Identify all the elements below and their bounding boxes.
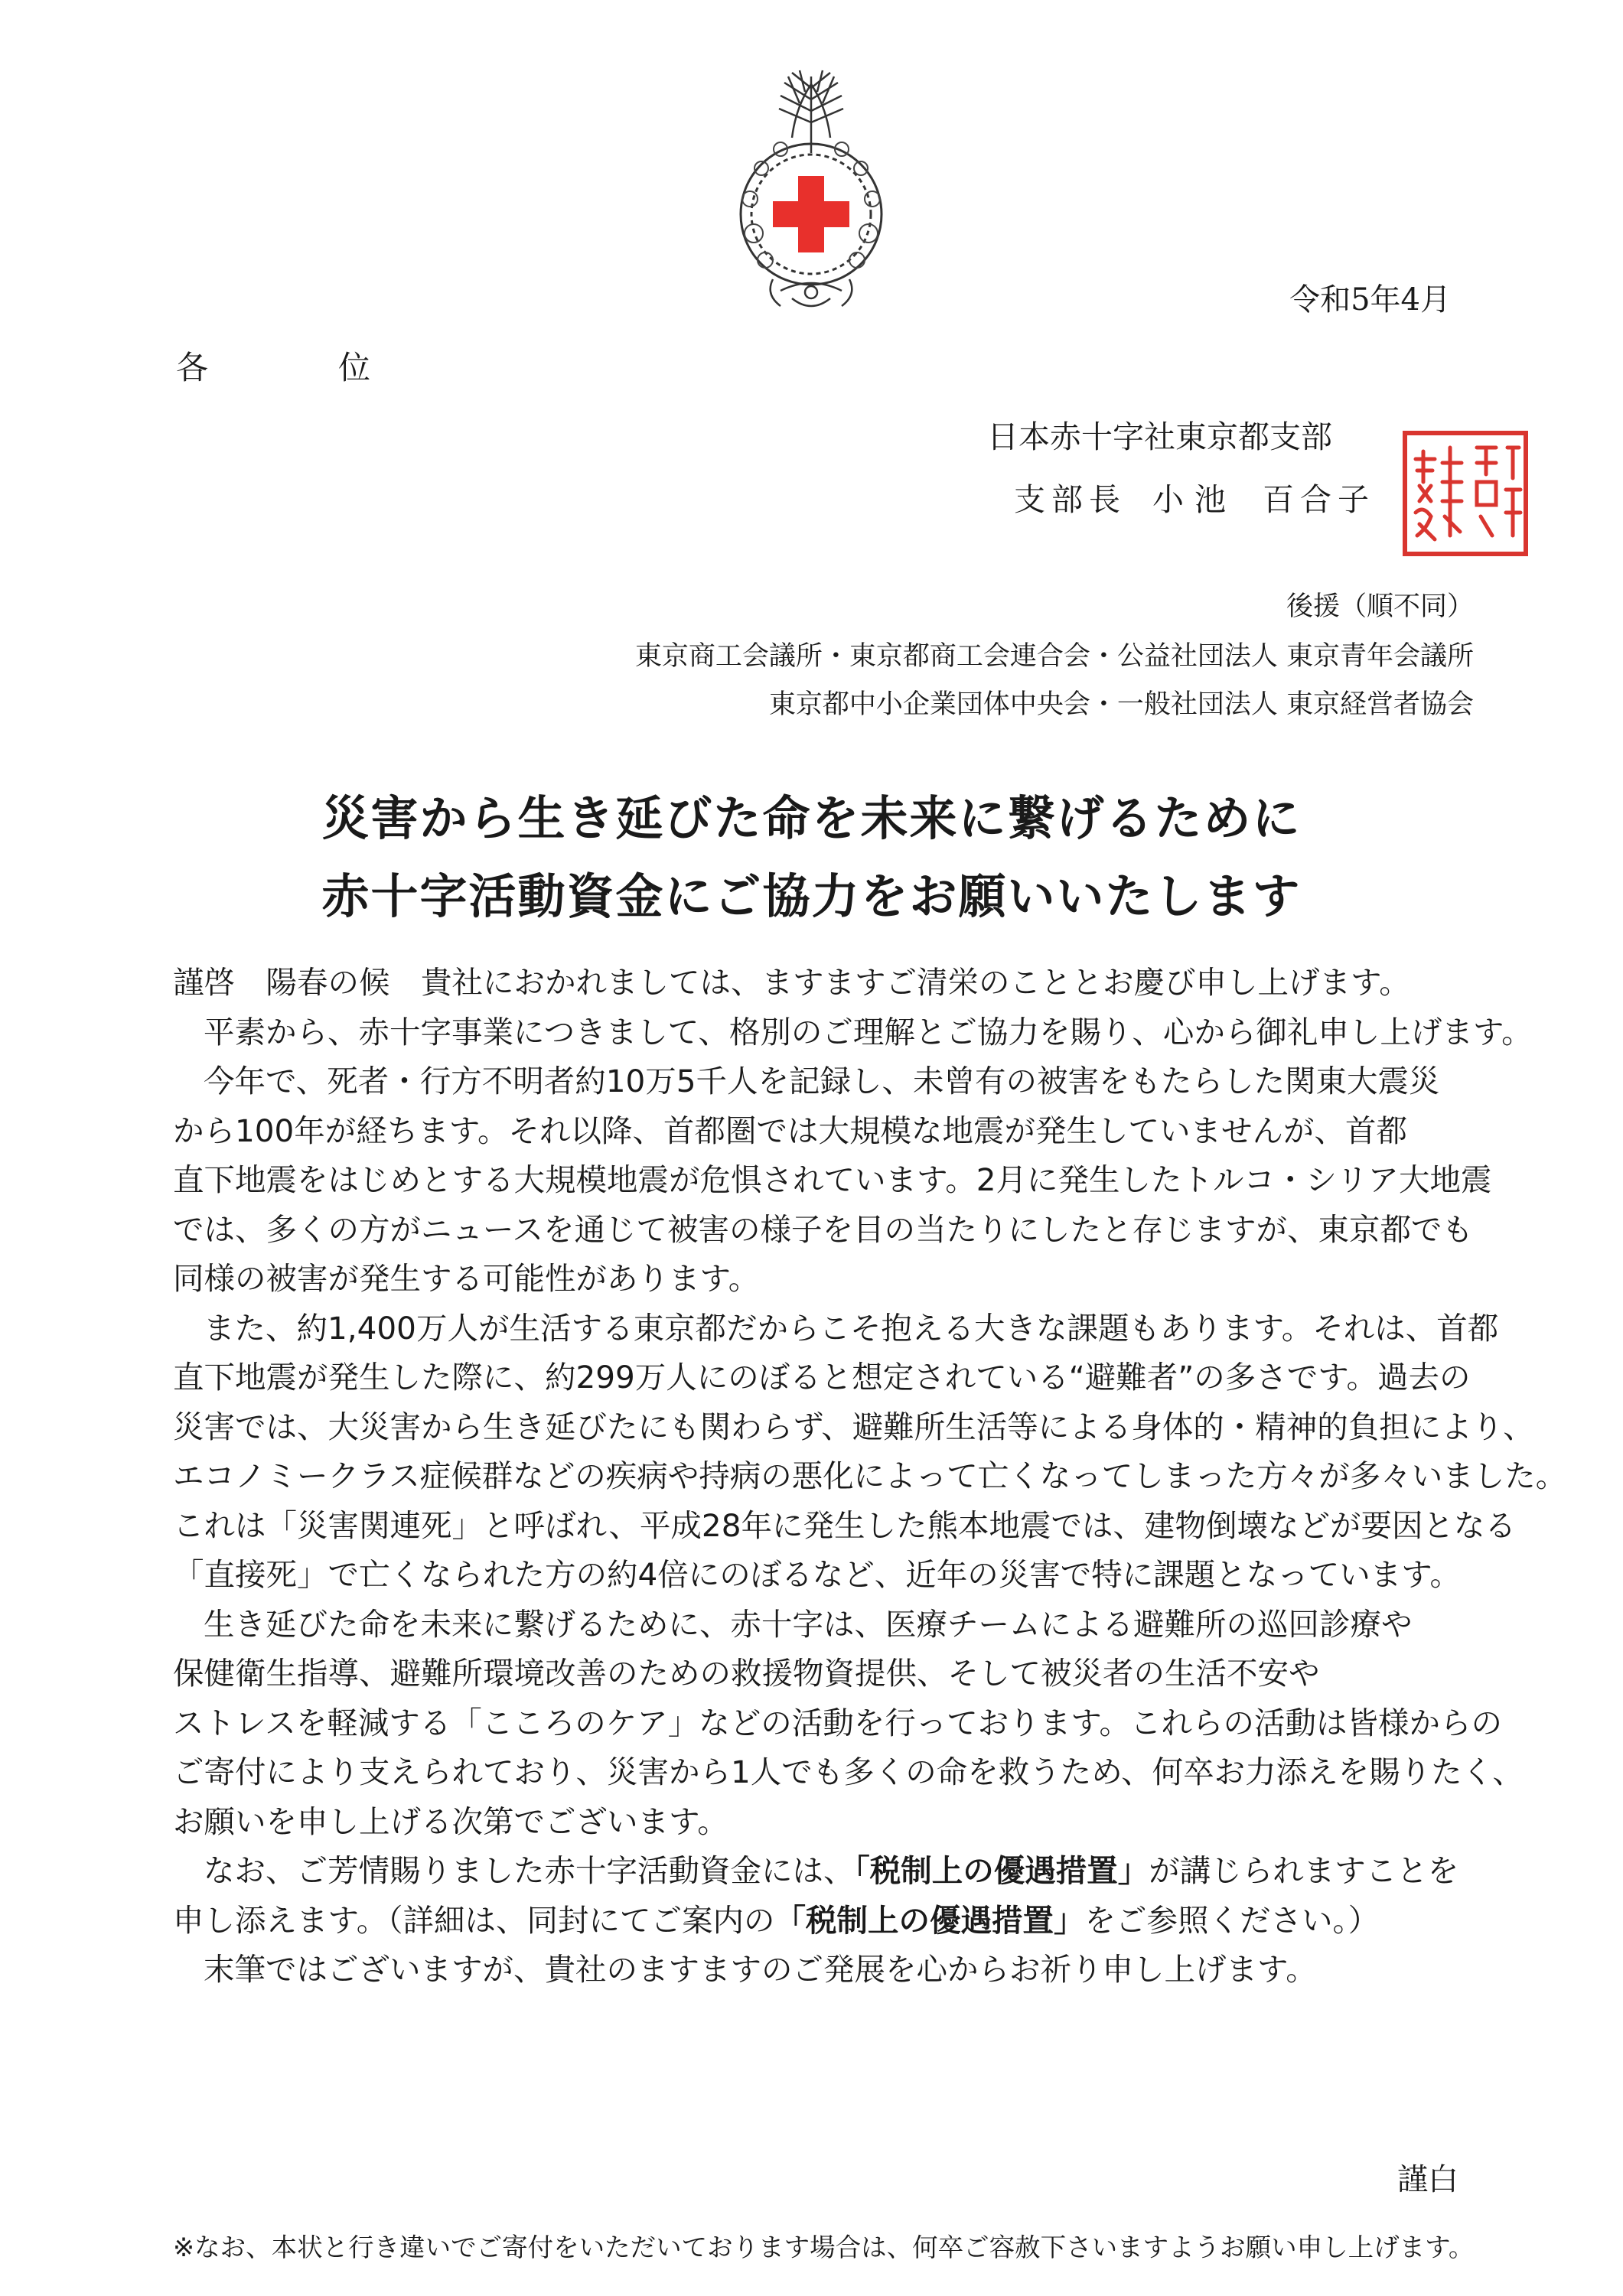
- body-line: 保健衛生指導、避難所環境改善のための救援物資提供、そして被災者の生活不安や: [173, 1655, 1320, 1692]
- body-line: これは「災害関連死」と呼ばれ、平成28年に発生した熊本地震では、建物倒壊などが要因となる: [173, 1506, 1516, 1544]
- issue-date: 令和5年4月: [1289, 282, 1451, 318]
- body-text: なお、ご芳情賜りました赤十字活動資金には、: [204, 1852, 855, 1889]
- sender-family-name: 小池: [1152, 481, 1237, 518]
- body-line: エコノミークラス症候群などの疾病や持病の悪化によって亡くなってしまった方々が多々いました。: [173, 1457, 1567, 1494]
- sender-title: 支部長: [1014, 481, 1126, 518]
- sender-given-name: 百合子: [1263, 481, 1375, 518]
- body-line: お願いを申し上げる次第でございます。: [173, 1803, 728, 1840]
- body-line: 平素から、赤十字事業につきまして、格別のご理解とご協力を賜り、心から御礼申し上げます。: [204, 1013, 1533, 1050]
- body-line: 同様の被害が発生する可能性があります。: [173, 1260, 760, 1297]
- body-line: [173, 1896, 1474, 1946]
- tax-benefit-emphasis: 「税制上の優遇措置」: [854, 1852, 1149, 1889]
- body-line: から100年が経ちます。それ以降、首都圏では大規模な地震が発生していませんが、首都: [173, 1112, 1408, 1149]
- body-line: 謹啓 陽春の候 貴社におかれましては、ますますご清栄のこととお慶び申し上げます。: [173, 964, 1410, 1001]
- support-label: 後援（順不同）: [1286, 591, 1474, 622]
- red-cross-emblem: [719, 61, 903, 321]
- body-line: ストレスを軽減する「こころのケア」などの活動を行っております。これらの活動は皆様からの: [173, 1704, 1503, 1741]
- body-text: をご参照ください。）: [1084, 1901, 1380, 1939]
- body-line: [173, 1846, 1474, 1896]
- body-line: また、約1,400万人が生活する東京都だからこそ抱える大きな課題もあります。それは、首都: [204, 1309, 1499, 1347]
- addressee-honorific: 位: [338, 349, 371, 386]
- body-line: 直下地震をはじめとする大規模地震が危惧されています。2月に発生したトルコ・シリア大地震: [173, 1161, 1492, 1198]
- body-line: 末筆ではございますが、貴社のますますのご発展を心からお祈り申し上げます。: [204, 1951, 1317, 1988]
- document-title-line-2: 赤十字活動資金にご協力をお願いいたします: [321, 868, 1302, 924]
- body-text: が講じられますことを: [1149, 1852, 1459, 1889]
- body-line: 生き延びた命を未来に繋げるために、赤十字は、医療チームによる避難所の巡回診療や: [204, 1605, 1413, 1643]
- document-title-line-1: 災害から生き延びた命を未来に繋げるために: [321, 790, 1302, 846]
- body-line: 災害では、大災害から生き延びたにも関わらず、避難所生活等による身体的・精神的負担により、: [173, 1408, 1534, 1445]
- body-line: 今年で、死者・行方不明者約10万5千人を記録し、未曾有の被害をもたらした関東大震災: [204, 1063, 1440, 1099]
- support-organizations-line-2: 東京都中小企業団体中央会・一般社団法人 東京経営者協会: [768, 689, 1474, 720]
- closing-salutation: 謹白: [1397, 2162, 1458, 2197]
- addressee: [176, 343, 370, 389]
- tax-benefit-emphasis: 「税制上の優遇措置」: [774, 1901, 1085, 1939]
- letter-body: [173, 958, 1567, 1995]
- sender-chief: [1014, 474, 1375, 519]
- body-line: ご寄付により支えられており、災害から1人でも多くの命を救うため、何卒お力添えを賜りたく、: [173, 1754, 1524, 1790]
- sender-organization: 日本赤十字社東京都支部: [987, 418, 1332, 455]
- official-seal: [1400, 428, 1530, 559]
- addressee-each: 各: [176, 349, 209, 386]
- body-line: 「直接死」で亡くなられた方の約4倍にのぼるなど、近年の災害で特に課題となっています。: [173, 1556, 1462, 1593]
- body-text: 申し添えます。（詳細は、同封にてご案内の: [173, 1901, 775, 1939]
- support-organizations-line-1: 東京商工会議所・東京都商工会連合会・公益社団法人 東京青年会議所: [634, 641, 1474, 672]
- footnote: ※なお、本状と行き違いでご寄付をいただいております場合は、何卒ご容赦下さいますようお願い申し上げます。: [173, 2232, 1475, 2262]
- body-line: では、多くの方がニュースを通じて被害の様子を目の当たりにしたと存じますが、東京都でも: [173, 1210, 1473, 1248]
- body-line: 直下地震が発生した際に、約299万人にのぼると想定されている“避難者”の多さです。過去の: [173, 1359, 1471, 1396]
